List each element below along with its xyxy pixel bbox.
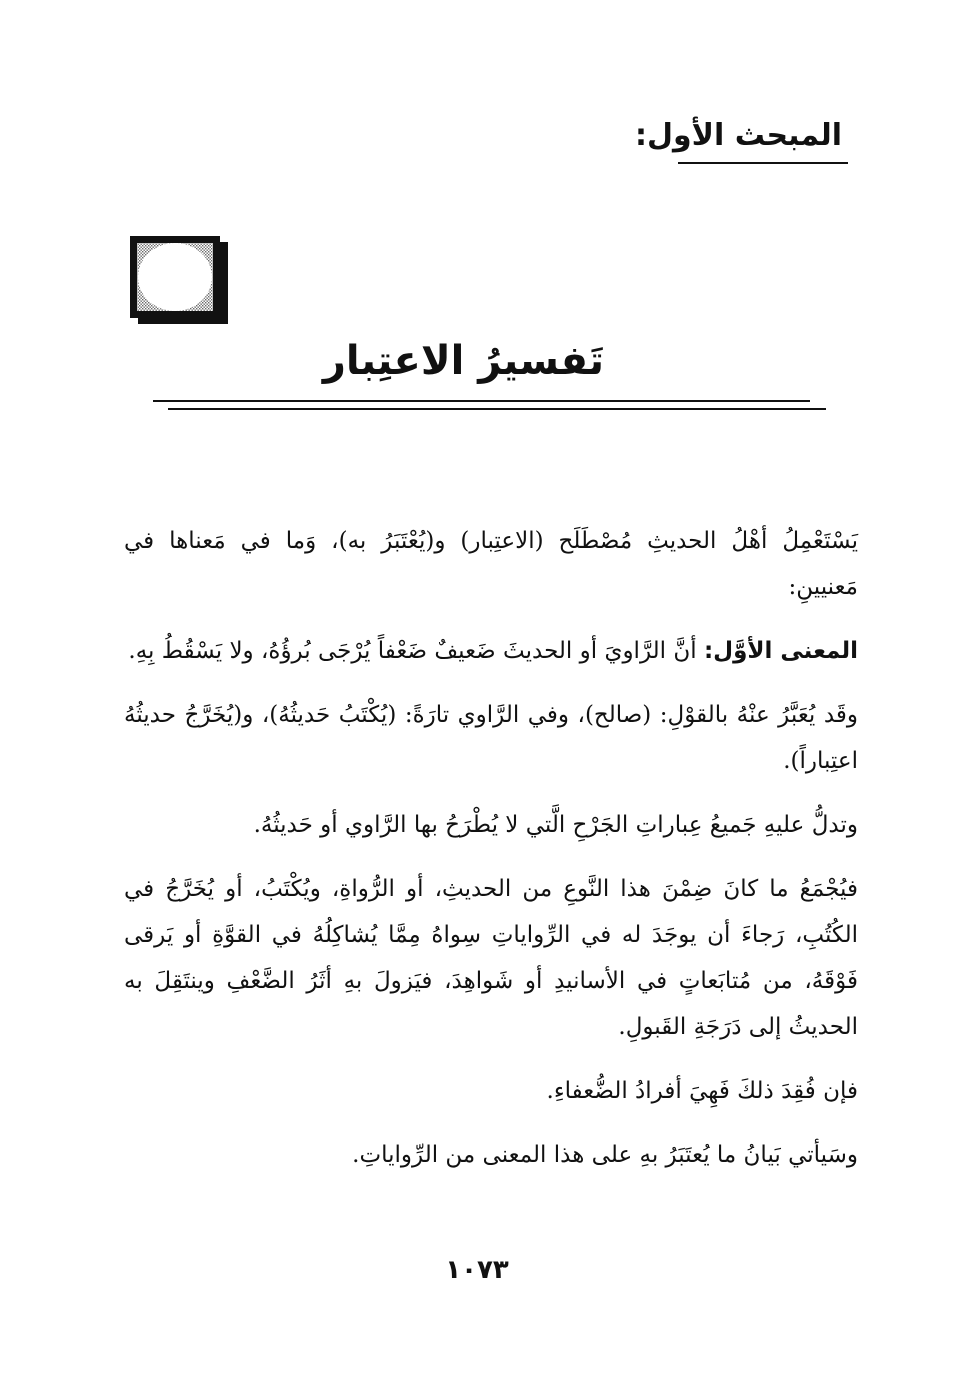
paragraph [124, 866, 858, 1050]
paragraph [124, 628, 858, 674]
body-text [124, 518, 858, 1204]
paragraph [124, 1132, 858, 1178]
section-label-underline [678, 162, 848, 164]
section-label: المبحث الأول: [634, 118, 842, 153]
page-number: ١٠٧٣ [445, 1255, 509, 1285]
paragraph-text: فيُجْمَعُ ما كانَ ضِمْنَ هذا النَّوعِ من الحديثِ، أو الرُّواةِ، ويُكْتَبُ، أو يُخَرَّجُ في الكُتُبِ، رَجاءَ أن يوجَدَ له في الرِّواياتِ سِواهُ مِمَّا يُشاكِلُهُ في القوَّةِ أو يَرقى فَوْقَهُ، من مُتابَعاتٍ في الأسانيدِ أو شَواهِدَ، فيَزولَ بهِ أثَرُ الضَّعْفِ وينتَقِلَ به الحديثُ إلى دَرَجَةِ القَبولِ. [124, 876, 858, 1040]
title-rule-lower [168, 408, 826, 410]
frame-ornament-icon [130, 236, 228, 324]
paragraph-text: وتدلُّ عليهِ جَميعُ عِباراتِ الجَرْحِ الَّتي لا يُطْرَحُ بها الرَّاوي أو حَديثُهُ. [253, 812, 858, 838]
paragraph [124, 518, 858, 610]
paragraph-text: وقَد يُعَبَّرُ عنْهُ بالقوْلِ: (صالح)، وفي الرَّاوي تارَةً: (يُكْتَبُ حَديثُهُ)، و(يُخَرَّجُ حديثُهُ اعتِباراً). [124, 702, 858, 774]
paragraph-text: أنَّ الرَّاويَ أو الحديثَ ضَعيفٌ ضَعْفاً يُرْجَى بُرؤُهُ، ولا يَسْقُطُ بِهِ. [128, 638, 704, 664]
paragraph-text: يَسْتَعْمِلُ أهْلُ الحديثِ مُصْطَلَح (الاعتِبار) و(يُعْتَبَرُ به)، وَما في مَعناها في مَعنيينِ: [124, 528, 858, 600]
title-rule-upper [153, 400, 810, 402]
paragraph-text: وسَيأتي بَيانُ ما يُعتَبَرُ بهِ على هذا المعنى من الرِّواياتِ. [352, 1142, 858, 1168]
paragraph [124, 1068, 858, 1114]
paragraph-text: فإن فُقِدَ ذلكَ فَهِيَ أفرادُ الضُّعفاءِ. [546, 1078, 858, 1104]
paragraph-lead: المعنى الأوَّل: [703, 638, 858, 664]
paragraph [124, 802, 858, 848]
paragraph [124, 692, 858, 784]
chapter-title: تَفسيرُ الاعتِبار [322, 338, 604, 384]
